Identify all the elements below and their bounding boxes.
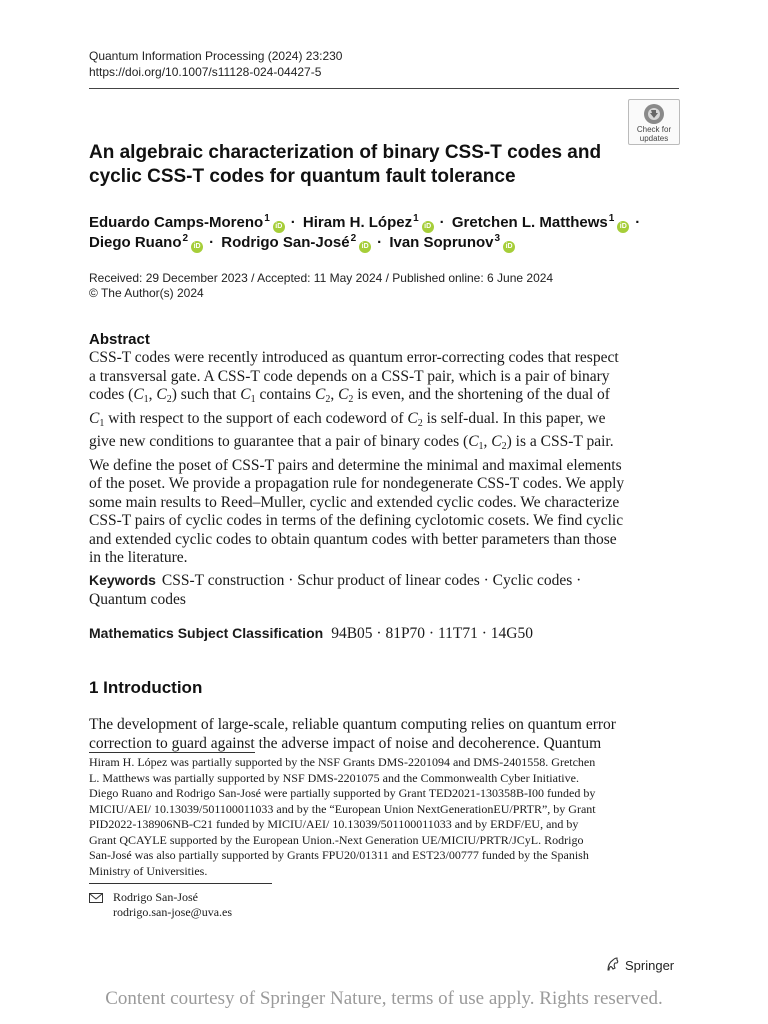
copyright-notice: © The Author(s) 2024	[89, 286, 204, 300]
badge-line1: Check for	[636, 125, 672, 134]
math-symbol: C	[314, 386, 326, 403]
corresponding-name: Rodrigo San-José	[113, 890, 198, 904]
funding-line: Grant QCAYLE supported by the European Union.-Next Generation UE/MICIU/PRTR/JCyL. Rodrigo	[89, 832, 584, 847]
orcid-icon[interactable]: iD	[617, 221, 629, 233]
doi-link[interactable]: https://doi.org/10.1007/s11128-024-04427-5	[89, 65, 322, 79]
text-fragment: ) such that	[171, 386, 241, 403]
author-affiliation: 1	[608, 213, 615, 224]
text-fragment: with respect to the support of each codeword of	[104, 409, 408, 427]
orcid-icon[interactable]: iD	[191, 241, 203, 253]
abstract-line	[89, 410, 679, 434]
author-separator: ·	[439, 214, 445, 231]
author-separator: ·	[209, 234, 215, 251]
footnote-divider	[89, 883, 272, 884]
author-list-line-2	[89, 229, 518, 253]
text-fragment: is self-dual. In this paper, we	[422, 409, 606, 427]
underlined-phrase: correction to guard against	[89, 735, 255, 752]
author-affiliation: 2	[182, 233, 189, 244]
math-symbol: C	[491, 433, 502, 450]
abstract-line: a transversal gate. A CSS-T code depends on a CSS-T pair, which is a pair of binary	[89, 367, 610, 385]
abstract-text	[89, 349, 679, 568]
math-symbol: C	[133, 386, 144, 403]
abstract-line: We define the poset of CSS-T pairs and determine the minimal and maximal elements	[89, 456, 622, 474]
text-fragment: codes (	[89, 386, 134, 403]
publication-dates	[89, 271, 553, 301]
text-fragment: contains	[255, 386, 315, 403]
abstract-line: CSS-T pairs of cyclic codes in terms of the defining cyclotomic cosets. We find cyclic	[89, 512, 624, 529]
check-for-updates-badge[interactable]	[628, 99, 680, 145]
author-name[interactable]: Eduardo Camps-Moreno	[89, 214, 264, 231]
msc-codes: 94B05 · 81P70 · 11T71 · 14G50	[331, 625, 533, 642]
corresponding-email[interactable]: rodrigo.san-jose@uva.es	[113, 905, 233, 919]
math-subscript: 2	[166, 394, 172, 405]
abstract-line	[89, 386, 679, 410]
author-name[interactable]: Ivan Soprunov	[389, 234, 494, 251]
author-separator: ·	[635, 214, 641, 231]
msc-label: Mathematics Subject Classification	[89, 625, 324, 641]
abstract-line: of the poset. We provide a propagation rule for nondegenerate CSS-T codes. We apply	[89, 475, 625, 492]
math-subscript: 2	[348, 394, 354, 405]
abstract-line: and extended cyclic codes to obtain quantum codes with better parameters than those	[89, 530, 617, 548]
math-symbol: C	[338, 386, 349, 403]
badge-line2: updates	[639, 134, 669, 143]
orcid-icon[interactable]: iD	[503, 241, 515, 253]
author-affiliation: 1	[264, 213, 270, 224]
springer-horse-icon	[605, 956, 621, 972]
journal-header	[89, 48, 342, 80]
orcid-icon[interactable]: iD	[422, 221, 434, 233]
author-affiliation: 3	[494, 233, 501, 244]
header-divider	[89, 88, 679, 89]
title-line-2: cyclic CSS-T codes for quantum fault tolerance	[89, 166, 516, 187]
funding-footnote	[89, 755, 689, 879]
paper-title	[89, 141, 619, 189]
keywords-label: Keywords	[89, 572, 156, 588]
math-symbol: C	[468, 433, 479, 450]
author-affiliation: 2	[350, 233, 357, 244]
author-separator: ·	[290, 214, 296, 231]
math-subscript: 2	[325, 394, 331, 405]
math-subscript: 1	[250, 394, 256, 405]
keywords-line-2: Quantum codes	[89, 591, 186, 608]
author-affiliation: 1	[413, 213, 419, 224]
abstract-line: some main results to Reed–Muller, cyclic and extended cyclic codes. We characterize	[89, 493, 620, 511]
text-fragment: is even, and the shortening of the dual of	[353, 386, 610, 403]
intro-line-1: The development of large-scale, reliable quantum computing relies on quantum error	[89, 716, 616, 733]
text-fragment: ) is a CSS-T pair.	[506, 433, 614, 450]
funding-line: Diego Ruano and Rodrigo San-José were partially supported by Grant TED2021-130358B-I00 funded by	[89, 786, 596, 800]
history-dates: Received: 29 December 2023 / Accepted: 11 May 2024 / Published online: 6 June 2024	[89, 271, 554, 285]
author-name[interactable]: Rodrigo San-José	[221, 234, 350, 251]
publisher-name: Springer	[625, 958, 675, 973]
math-symbol: C	[156, 386, 167, 403]
funding-line: San-José was also partially supported by Grants FPU20/01311 and EST23/00777 funded by the Spanish	[89, 848, 589, 862]
journal-citation: Quantum Information Processing (2024) 23:230	[89, 49, 343, 63]
author-separator: ·	[377, 234, 383, 251]
funding-line: PID2022-138906NB-C21 funded by MICIU/AEI/ 10.13039/501100011033 and by ERDF/EU, and by	[89, 817, 579, 831]
introduction-text	[89, 715, 679, 753]
subject-classification	[89, 625, 533, 643]
orcid-icon[interactable]: iD	[359, 241, 371, 253]
keywords	[89, 571, 679, 609]
abstract-line	[89, 433, 679, 457]
funding-line: L. Matthews was partially supported by NSF DMS-2201075 and the Commonwealth Cyber Initiative.	[89, 770, 579, 785]
math-subscript: 2	[501, 441, 507, 452]
abstract-line: in the literature.	[89, 549, 188, 566]
math-symbol: C	[89, 409, 100, 427]
text-fragment: ,	[483, 433, 492, 450]
text-fragment: the adverse impact of noise and decoherence. Quantum	[254, 735, 602, 752]
abstract-line: CSS-T codes were recently introduced as quantum error-correcting codes that respect	[89, 349, 619, 366]
courtesy-notice: Content courtesy of Springer Nature, terms of use apply. Rights reserved.	[105, 988, 663, 1009]
author-name[interactable]: Gretchen L. Matthews	[451, 214, 608, 231]
text-fragment: give new conditions to guarantee that a pair of binary codes (	[89, 433, 469, 450]
funding-line: Hiram H. López was partially supported by the NSF Grants DMS-2201094 and DMS-2401558. Gretchen	[89, 755, 596, 769]
author-name[interactable]: Diego Ruano	[89, 234, 182, 251]
math-subscript: 1	[143, 394, 149, 405]
publisher-logo	[605, 956, 674, 973]
keywords-line-1: CSS-T construction · Schur product of linear codes · Cyclic codes ·	[161, 572, 582, 589]
funding-line: Ministry of Universities.	[89, 863, 208, 878]
math-subscript: 2	[417, 417, 423, 429]
math-subscript: 1	[99, 417, 105, 429]
funding-line: MICIU/AEI/ 10.13039/501100011033 and by the “European Union NextGenerationEU/PRTR”, by Grant	[89, 801, 596, 816]
title-line-1: An algebraic characterization of binary CSS-T codes and	[89, 142, 602, 163]
math-symbol: C	[240, 386, 251, 403]
envelope-icon	[89, 893, 103, 903]
text-fragment: ,	[330, 386, 339, 403]
intro-line-2	[89, 734, 679, 753]
text-fragment: ,	[148, 386, 157, 403]
abstract-heading: Abstract	[89, 331, 150, 348]
math-subscript: 1	[478, 441, 484, 452]
section-heading-introduction: 1 Introduction	[89, 678, 203, 697]
math-symbol: C	[407, 409, 418, 427]
check-updates-icon	[643, 103, 665, 125]
orcid-icon[interactable]: iD	[273, 221, 285, 233]
author-name[interactable]: Hiram H. López	[302, 214, 413, 231]
